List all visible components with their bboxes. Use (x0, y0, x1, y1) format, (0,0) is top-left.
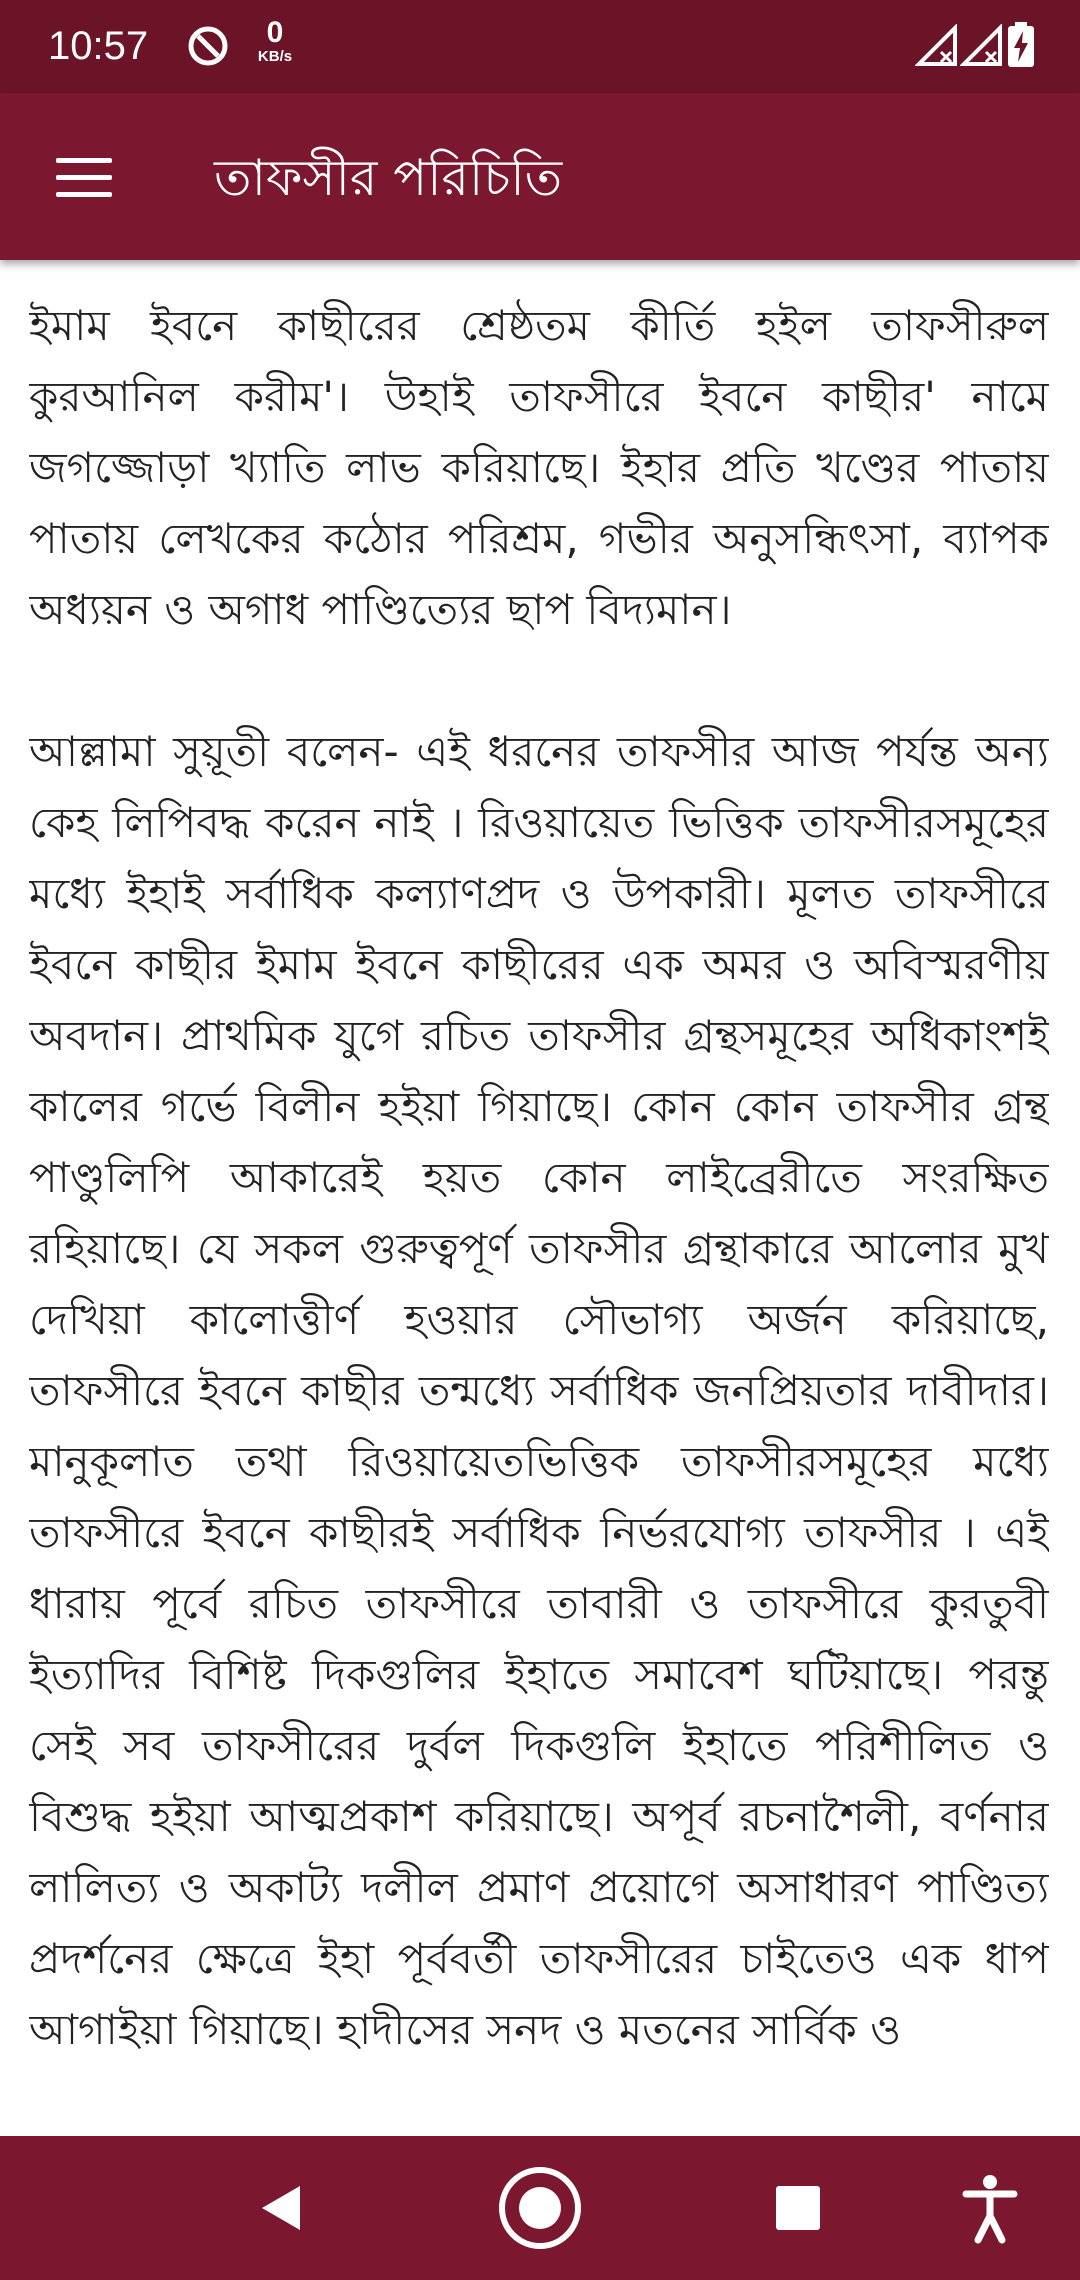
app-bar (0, 93, 1080, 260)
net-speed-unit: KB/s (257, 48, 293, 65)
system-nav-bar (0, 2136, 1080, 2280)
recents-icon[interactable] (748, 2158, 848, 2258)
battery-charging-icon (1007, 22, 1035, 68)
status-time: 10:57 (48, 24, 149, 68)
data-saver-icon (186, 24, 230, 68)
home-icon[interactable] (490, 2158, 590, 2258)
signal-icon-1 (915, 24, 959, 68)
hamburger-menu-icon[interactable] (40, 143, 128, 213)
page-title: তাফসীর পরিচিতি (214, 149, 563, 207)
status-bar (0, 0, 1080, 93)
back-icon[interactable] (232, 2158, 332, 2258)
article-content[interactable] (29, 290, 1049, 2130)
accessibility-icon[interactable] (940, 2158, 1040, 2258)
net-speed-value: 0 (266, 16, 284, 49)
paragraph-2: আল্লামা সুয়ূতী বলেন- এই ধরনের তাফসীর আজ পর্যন্ত অন্য কেহ লিপিবদ্ধ করেন নাই । রিওয়ায়েত ভিত্তিক তাফসীরসমূহের মধ্যে ইহাই সর্বাধিক কল্যাণপ্রদ ও উপকারী। মূলত তাফসীরে ইবনে কাছীর ইমাম ইবনে কাছীরের এক অমর ও অবিস্মরণীয় অবদান। প্রাথমিক যুগে রচিত তাফসীর গ্রন্থসমূহের অধিকাংশই কালের গর্ভে বিলীন হইয়া গিয়াছে। কোন কোন তাফসীর গ্রন্থ পাণ্ডুলিপি আকারেই হয়ত কোন লাইব্রেরীতে সংরক্ষিত রহিয়াছে। যে সকল গুরুত্বপূর্ণ তাফসীর গ্রন্থাকারে আলোর মুখ দেখিয়া কালোত্তীর্ণ হওয়ার সৌভাগ্য অর্জন করিয়াছে, তাফসীরে ইবনে কাছীর তন্মধ্যে সর্বাধিক জনপ্রিয়তার দাবীদার। মানুকূলাত তথা রিওয়ায়েতভিত্তিক তাফসীরসমূহের মধ্যে তাফসীরে ইবনে কাছীরই সর্বাধিক নির্ভরযোগ্য তাফসীর । এই ধারায় পূর্বে রচিত তাফসীরে তাবারী ও তাফসীরে কুরতুবী ইত্যাদির বিশিষ্ট দিকগুলির ইহাতে সমাবেশ ঘটিয়াছে। পরন্তু সেই সব তাফসীরের দুর্বল দিকগুলি ইহাতে পরিশীলিত ও বিশুদ্ধ হইয়া আত্মপ্রকাশ করিয়াছে। অপূর্ব রচনাশৈলী, বর্ণনার লালিত্য ও অকাট্য দলীল প্রমাণ প্রয়োগে অসাধারণ পাণ্ডিত্য প্রদর্শনের ক্ষেত্রে ইহা পূর্ববর্তী তাফসীরের চাইতেও এক ধাপ আগাইয়া গিয়াছে। হাদীসের সনদ ও মতনের সার্বিক ও (29, 727, 1049, 2054)
net-speed-indicator (250, 18, 300, 66)
signal-icon-2 (960, 24, 1004, 68)
paragraph-1: ইমাম ইবনে কাছীরের শ্রেষ্ঠতম কীর্তি হইল তাফসীরুল কুরআনিল করীম'। উহাই তাফসীরে ইবনে কাছীর' নামে জগজ্জোড়া খ্যাতি লাভ করিয়াছে। ইহার প্রতি খণ্ডের পাতায় পাতায় লেখকের কঠোর পরিশ্রম, গভীর অনুসন্ধিৎসা, ব্যাপক অধ্যয়ন ও অগাধ পাণ্ডিত্যের ছাপ বিদ্যমান। (29, 301, 1049, 634)
